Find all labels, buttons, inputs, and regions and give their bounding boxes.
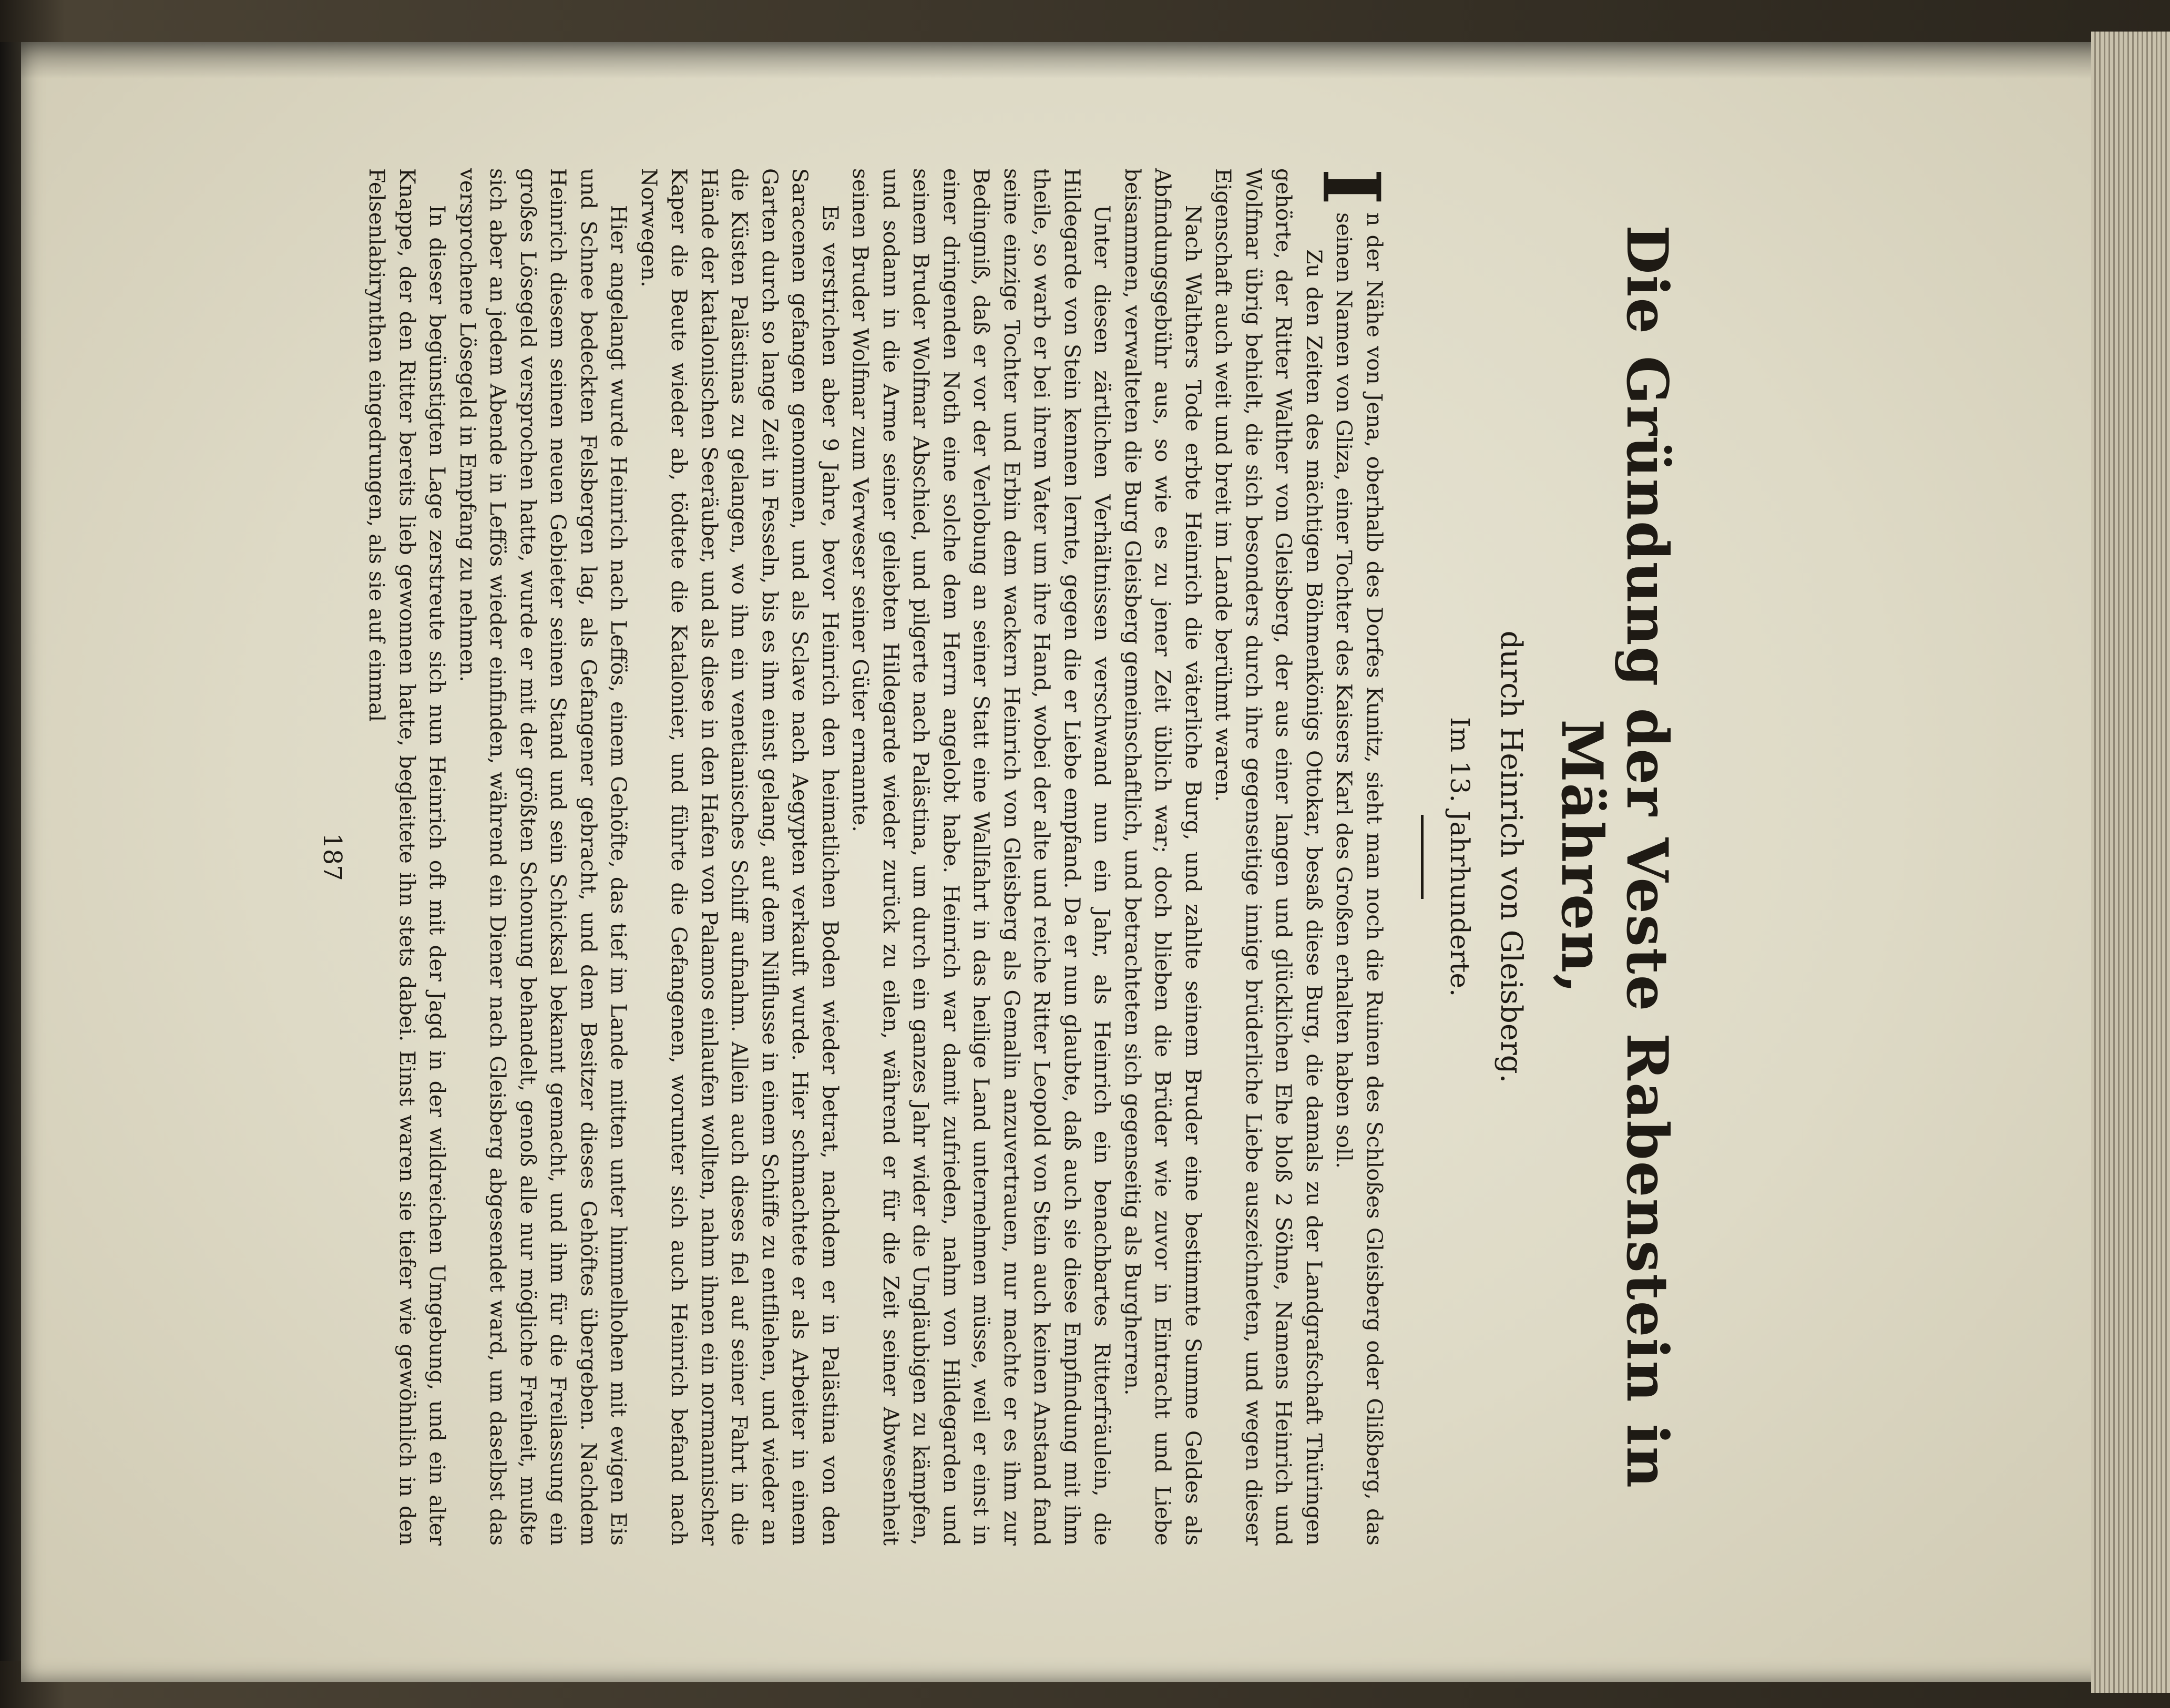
- title-rule: [1421, 815, 1424, 899]
- rotated-text-block: [317, 168, 1680, 1546]
- paragraph: Nach Walthers Tode erbte Heinrich die väterliche Burg, und zahlte seinem Bruder eine bestimmte Summe Geldes als Abfindungsgebühr aus, so wie es zu jener Zeit üblich war; doch blieben die Brüder wie zuvor in Eintracht und Liebe beisammen, verwalteten die Burg Gleisberg gemeinschaftlich, und betrachteten sich gegenseitig als Burgherren.: [1120, 168, 1206, 1546]
- page-number: 187: [317, 833, 347, 881]
- paragraph: In dieser begünstigten Lage zerstreute sich nun Heinrich oft mit der Jagd in der wildreichen Umgebung, und ein alter Knappe, der den Ritter bereits lieb gewonnen hatte, begleitete ihn stets dabei. Einst waren sie tiefer wie gewöhnlich in den Felsenlabirynthen eingedrungen, als sie auf einmal: [364, 168, 451, 1546]
- paragraph: [1304, 168, 1397, 1546]
- paragraph-text: n der Nähe von Jena, oberhalb des Dorfes Kunitz, sieht man noch die Ruinen des Schloßes Gleisberg oder Glißberg, das seinen Namen von Gliza, einer Tochter des Kaisers Karl des Großen erhalten haben soll.: [1332, 212, 1387, 1546]
- era-subtitle: Im 13. Jahrhunderte.: [1444, 717, 1475, 997]
- page-stack-edge: [2091, 32, 2170, 1693]
- chapter-title: Die Gründung der Veste Rabenstein in Mähren,: [1548, 224, 1680, 1489]
- paragraph: Es verstrichen aber 9 Jahre, bevor Heinrich den heimatlichen Boden wieder betrat, nachdem er in Palästina von den Saracenen gefangen genommen, und als Sclave nach Aegypten verkauft wurde. Hier schmachtete er als Arbeiter in einem Garten durch so lange Zeit in Fesseln, bis es ihm einst gelang, auf dem Nilflusse in einem Schiffe zu entfliehen, und wieder an die Küsten Palästinas zu gelangen, wo ihn ein venetianisches Schiff aufnahm. Allein auch dieses fiel auf seiner Fahrt in die Hände der katalonischen Seeräuber, und als diese in den Hafen von Palamos einlaufen wollten, nahm ihnen ein normannischer Kaper die Beute wieder ab, tödtete die Katalonier, und führte die Gefangenen, worunter sich auch Heinrich befand nach Norwegen.: [636, 168, 843, 1546]
- drop-cap: I: [1304, 168, 1397, 206]
- paragraph: Hier angelangt wurde Heinrich nach Leffös, einem Gehöfte, das tief im Lande mitten unter himmelhohen mit ewigen Eis und Schnee bedeckten Felsbergen lag, als Gefangener gebracht, und dem Besitzer dieses Gehöftes übergeben. Nachdem Heinrich diesem seinen neuen Gebieter seinen Stand und sein Schicksal bekannt gemacht, und ihm für die Freilassung ein großes Lösegeld versprochen hatte, wurde er mit der größten Schonung behandelt, genoß alle nur mögliche Freiheit, mußte sich aber an jedem Abende in Leffös wieder einfinden, während ein Diener nach Gleisberg abgesendet ward, um daselbst das versprochene Lösegeld in Empfang zu nehmen.: [455, 168, 632, 1546]
- paragraph: Unter diesen zärtlichen Verhältnissen verschwand nun ein Jahr, als Heinrich ein benachbartes Ritterfräulein, die Hildegarde von Stein kennen lernte, gegen die er Liebe empfand. Da er nun glaubte, daß auch sie diese Empfindung mit ihm theile, so warb er bei ihrem Vater um ihre Hand, wobei der alte und reiche Ritter Leopold von Stein auch keinen Anstand fand seine einzige Tochter und Erbin dem wackern Heinrich von Gleisberg als Gemalin anzuvertrauen, nur machte er es ihm zur Bedingniß, daß er vor der Verlobung an seiner Statt eine Wallfahrt in das heilige Land unternehmen müsse, weil er einst in einer dringenden Noth eine solche dem Herrn angelobt habe. Heinrich war damit zufrieden, nahm von Hildegarden und seinem Bruder Wolfmar Abschied, und pilgerte nach Palästina, um durch ein ganzes Jahr wider die Ungläubigen zu kämpfen, und sodann in die Arme seiner geliebten Hildegarde wieder zurück zu eilen, während er für die Zeit seiner Abwesenheit seinen Bruder Wolfmar zum Verweser seiner Güter ernannte.: [848, 168, 1115, 1546]
- paragraph: Zu den Zeiten des mächtigen Böhmenkönigs Ottokar, besaß diese Burg, die damals zu der Landgrafschaft Thüringen gehörte, der Ritter Walther von Gleisberg, der aus einer langen und glücklichen Ehe bloß 2 Söhne, Namens Heinrich und Wolfmar übrig behielt, die sich besonders durch ihre gegenseitige innige brüderliche Liebe auszeichneten, und wegen dieser Eigenschaft auch weit und breit im Lande berühmt waren.: [1211, 168, 1327, 1546]
- author-byline: durch Heinrich von Gleisberg.: [1493, 630, 1528, 1083]
- page-gutter-shadow: [21, 42, 2118, 79]
